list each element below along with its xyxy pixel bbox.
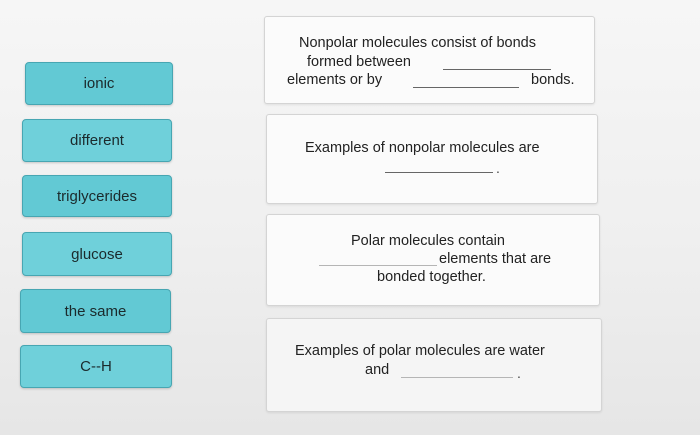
statement-text: elements that are	[439, 251, 552, 267]
blank-slot[interactable]	[319, 265, 437, 266]
statement-text: Nonpolar molecules consist of bonds	[299, 35, 536, 51]
blank-slot[interactable]	[413, 87, 519, 88]
statement-text: bonds.	[531, 72, 575, 88]
answer-tile-triglycerides[interactable]	[22, 175, 172, 217]
statement-card-3[interactable]	[266, 214, 600, 306]
statement-card-2[interactable]	[266, 114, 598, 204]
statement-text: and	[365, 362, 390, 378]
period: .	[517, 365, 521, 381]
answer-tile-glucose[interactable]	[22, 232, 172, 276]
statement-text: elements or by	[287, 72, 383, 88]
statement-text: Polar molecules contain	[351, 233, 505, 249]
answer-label: C--H	[80, 358, 112, 375]
answer-label: the same	[64, 302, 127, 320]
statement-text: bonded together.	[377, 269, 486, 285]
answer-tile-ionic[interactable]	[25, 62, 173, 105]
answer-tile-c-h[interactable]	[20, 345, 172, 388]
period: .	[496, 160, 500, 176]
blank-slot[interactable]	[401, 377, 513, 378]
statement-card-4[interactable]	[266, 318, 602, 412]
answer-label: glucose	[71, 245, 123, 263]
answer-label: ionic	[83, 75, 115, 92]
statement-text: formed between	[307, 54, 411, 70]
blank-slot[interactable]	[443, 69, 551, 70]
statement-card-1[interactable]	[264, 16, 595, 104]
blank-slot[interactable]	[385, 172, 493, 173]
statement-text: Examples of nonpolar molecules are	[305, 140, 540, 156]
answer-label: triglycerides	[56, 187, 138, 205]
answer-tile-the-same[interactable]	[20, 289, 171, 333]
answer-label: different	[70, 132, 124, 149]
statement-text: Examples of polar molecules are water	[295, 343, 545, 359]
answer-tile-different[interactable]	[22, 119, 172, 162]
